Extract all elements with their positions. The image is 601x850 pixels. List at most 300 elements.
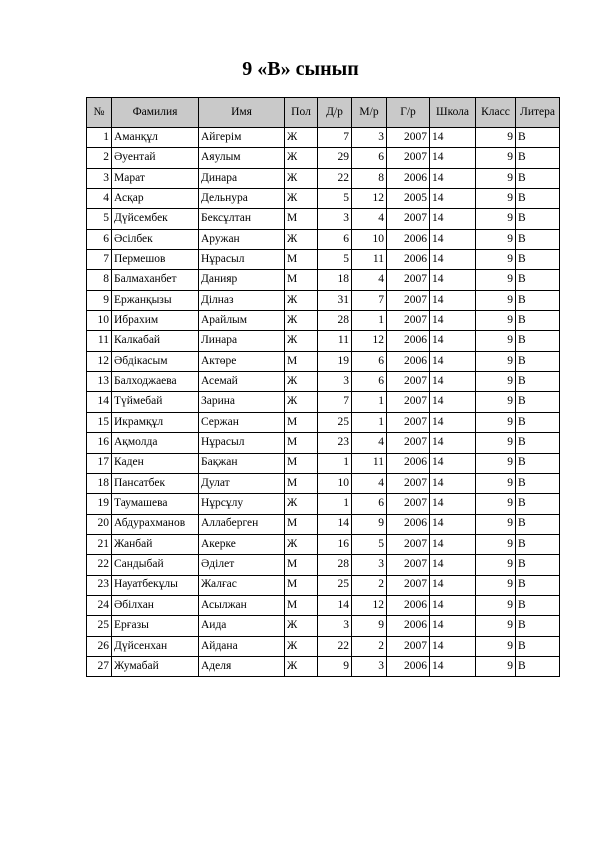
cell-number: 1 (87, 128, 112, 148)
cell-birth-day: 14 (318, 514, 352, 534)
cell-gender: М (285, 250, 318, 270)
cell-gender: Ж (285, 229, 318, 249)
cell-letter: В (516, 494, 560, 514)
cell-number: 17 (87, 453, 112, 473)
table-row (87, 575, 560, 595)
cell-birth-day: 22 (318, 168, 352, 188)
cell-birth-month: 6 (352, 372, 387, 392)
cell-birth-day: 3 (318, 372, 352, 392)
cell-birth-month: 9 (352, 616, 387, 636)
cell-letter: В (516, 473, 560, 493)
cell-gender: Ж (285, 494, 318, 514)
cell-name: Әділет (199, 555, 285, 575)
cell-birth-year: 2007 (387, 473, 430, 493)
cell-number: 15 (87, 412, 112, 432)
cell-birth-year: 2007 (387, 534, 430, 554)
cell-surname: Әуентай (112, 148, 199, 168)
cell-birth-day: 1 (318, 494, 352, 514)
cell-school: 14 (430, 656, 476, 676)
cell-birth-year: 2007 (387, 372, 430, 392)
cell-gender: Ж (285, 331, 318, 351)
cell-birth-day: 16 (318, 534, 352, 554)
cell-school: 14 (430, 209, 476, 229)
table-row (87, 372, 560, 392)
cell-surname: Икрамқұл (112, 412, 199, 432)
cell-school: 14 (430, 148, 476, 168)
table-row (87, 412, 560, 432)
cell-surname: Асқар (112, 189, 199, 209)
cell-birth-year: 2007 (387, 209, 430, 229)
cell-number: 11 (87, 331, 112, 351)
cell-surname: Сандыбай (112, 555, 199, 575)
table-row (87, 534, 560, 554)
cell-school: 14 (430, 555, 476, 575)
cell-gender: М (285, 433, 318, 453)
cell-birth-year: 2006 (387, 351, 430, 371)
table-body (87, 128, 560, 677)
cell-gender: Ж (285, 128, 318, 148)
cell-letter: В (516, 372, 560, 392)
table-row (87, 229, 560, 249)
cell-surname: Әбілхан (112, 595, 199, 615)
cell-birth-day: 7 (318, 128, 352, 148)
cell-birth-month: 6 (352, 351, 387, 371)
cell-class: 9 (476, 290, 516, 310)
cell-birth-day: 1 (318, 453, 352, 473)
cell-name: Аллаберген (199, 514, 285, 534)
cell-surname: Дүйсенхан (112, 636, 199, 656)
cell-birth-year: 2006 (387, 229, 430, 249)
table-row (87, 555, 560, 575)
table-row (87, 311, 560, 331)
cell-number: 8 (87, 270, 112, 290)
cell-birth-month: 10 (352, 229, 387, 249)
cell-birth-day: 3 (318, 616, 352, 636)
cell-letter: В (516, 331, 560, 351)
table-row (87, 148, 560, 168)
cell-school: 14 (430, 290, 476, 310)
header-cell-name: Имя (199, 98, 285, 128)
cell-letter: В (516, 656, 560, 676)
cell-surname: Жумабай (112, 656, 199, 676)
cell-surname: Ибрахим (112, 311, 199, 331)
cell-birth-day: 28 (318, 555, 352, 575)
cell-class: 9 (476, 311, 516, 331)
cell-name: Ділназ (199, 290, 285, 310)
cell-birth-day: 25 (318, 412, 352, 432)
cell-school: 14 (430, 453, 476, 473)
cell-school: 14 (430, 311, 476, 331)
cell-gender: М (285, 555, 318, 575)
cell-birth-month: 3 (352, 656, 387, 676)
cell-letter: В (516, 616, 560, 636)
cell-gender: М (285, 412, 318, 432)
cell-school: 14 (430, 250, 476, 270)
cell-birth-month: 3 (352, 128, 387, 148)
cell-number: 18 (87, 473, 112, 493)
cell-birth-year: 2006 (387, 331, 430, 351)
cell-birth-day: 10 (318, 473, 352, 493)
cell-birth-month: 5 (352, 534, 387, 554)
table-header (87, 98, 560, 128)
header-cell-school: Школа (430, 98, 476, 128)
cell-gender: М (285, 351, 318, 371)
table-row (87, 514, 560, 534)
cell-letter: В (516, 250, 560, 270)
cell-letter: В (516, 412, 560, 432)
cell-letter: В (516, 189, 560, 209)
cell-name: Арайлым (199, 311, 285, 331)
cell-surname: Ержанқызы (112, 290, 199, 310)
cell-number: 16 (87, 433, 112, 453)
header-cell-letter: Литера (516, 98, 560, 128)
cell-birth-month: 11 (352, 453, 387, 473)
cell-number: 26 (87, 636, 112, 656)
cell-number: 20 (87, 514, 112, 534)
cell-surname: Пермешов (112, 250, 199, 270)
cell-surname: Калкабай (112, 331, 199, 351)
cell-letter: В (516, 555, 560, 575)
cell-birth-month: 2 (352, 636, 387, 656)
cell-gender: Ж (285, 189, 318, 209)
cell-gender: Ж (285, 290, 318, 310)
cell-birth-month: 8 (352, 168, 387, 188)
cell-letter: В (516, 534, 560, 554)
table-row (87, 250, 560, 270)
cell-birth-year: 2006 (387, 656, 430, 676)
cell-name: Зарина (199, 392, 285, 412)
cell-surname: Аманқұл (112, 128, 199, 148)
cell-number: 3 (87, 168, 112, 188)
cell-surname: Марат (112, 168, 199, 188)
cell-letter: В (516, 595, 560, 615)
cell-name: Асемай (199, 372, 285, 392)
cell-surname: Науатбекұлы (112, 575, 199, 595)
cell-surname: Абдурахманов (112, 514, 199, 534)
table-row (87, 209, 560, 229)
cell-number: 19 (87, 494, 112, 514)
cell-birth-month: 9 (352, 514, 387, 534)
cell-name: Нұрасыл (199, 250, 285, 270)
cell-birth-month: 4 (352, 473, 387, 493)
cell-number: 10 (87, 311, 112, 331)
cell-surname: Жанбай (112, 534, 199, 554)
cell-class: 9 (476, 148, 516, 168)
cell-birth-day: 5 (318, 189, 352, 209)
cell-number: 5 (87, 209, 112, 229)
cell-school: 14 (430, 351, 476, 371)
cell-birth-day: 22 (318, 636, 352, 656)
cell-school: 14 (430, 372, 476, 392)
table-row (87, 636, 560, 656)
cell-class: 9 (476, 453, 516, 473)
cell-birth-year: 2007 (387, 575, 430, 595)
cell-birth-day: 29 (318, 148, 352, 168)
cell-birth-year: 2006 (387, 168, 430, 188)
cell-gender: М (285, 575, 318, 595)
cell-number: 4 (87, 189, 112, 209)
cell-birth-day: 7 (318, 392, 352, 412)
cell-name: Дельнура (199, 189, 285, 209)
cell-birth-month: 12 (352, 595, 387, 615)
cell-school: 14 (430, 168, 476, 188)
header-cell-number: № (87, 98, 112, 128)
cell-name: Аружан (199, 229, 285, 249)
cell-birth-year: 2007 (387, 290, 430, 310)
cell-number: 22 (87, 555, 112, 575)
cell-birth-day: 6 (318, 229, 352, 249)
cell-class: 9 (476, 270, 516, 290)
cell-gender: Ж (285, 372, 318, 392)
cell-birth-year: 2007 (387, 311, 430, 331)
cell-gender: М (285, 595, 318, 615)
cell-class: 9 (476, 331, 516, 351)
cell-birth-day: 3 (318, 209, 352, 229)
cell-surname: Дүйсембек (112, 209, 199, 229)
cell-class: 9 (476, 128, 516, 148)
cell-class: 9 (476, 209, 516, 229)
cell-birth-year: 2006 (387, 616, 430, 636)
cell-school: 14 (430, 412, 476, 432)
table-row (87, 433, 560, 453)
cell-letter: В (516, 209, 560, 229)
cell-birth-day: 31 (318, 290, 352, 310)
cell-letter: В (516, 575, 560, 595)
table-row (87, 189, 560, 209)
cell-birth-day: 14 (318, 595, 352, 615)
cell-class: 9 (476, 555, 516, 575)
cell-name: Аида (199, 616, 285, 636)
cell-school: 14 (430, 494, 476, 514)
cell-surname: Әбдікасым (112, 351, 199, 371)
cell-letter: В (516, 168, 560, 188)
cell-number: 9 (87, 290, 112, 310)
cell-birth-day: 19 (318, 351, 352, 371)
header-row (87, 98, 560, 128)
cell-class: 9 (476, 473, 516, 493)
cell-birth-year: 2006 (387, 514, 430, 534)
cell-name: Нұрсұлу (199, 494, 285, 514)
table-row (87, 656, 560, 676)
cell-gender: М (285, 270, 318, 290)
cell-birth-day: 23 (318, 433, 352, 453)
cell-class: 9 (476, 168, 516, 188)
cell-school: 14 (430, 331, 476, 351)
cell-name: Асылжан (199, 595, 285, 615)
table-row (87, 290, 560, 310)
cell-name: Динара (199, 168, 285, 188)
cell-gender: Ж (285, 168, 318, 188)
cell-school: 14 (430, 473, 476, 493)
cell-school: 14 (430, 392, 476, 412)
cell-class: 9 (476, 392, 516, 412)
cell-letter: В (516, 311, 560, 331)
cell-name: Айгерім (199, 128, 285, 148)
cell-letter: В (516, 392, 560, 412)
cell-number: 7 (87, 250, 112, 270)
cell-number: 13 (87, 372, 112, 392)
cell-name: Актөре (199, 351, 285, 371)
cell-birth-day: 28 (318, 311, 352, 331)
cell-birth-month: 12 (352, 189, 387, 209)
cell-birth-month: 11 (352, 250, 387, 270)
cell-surname: Балходжаева (112, 372, 199, 392)
cell-birth-month: 4 (352, 270, 387, 290)
cell-letter: В (516, 351, 560, 371)
table-row (87, 168, 560, 188)
header-cell-class: Класс (476, 98, 516, 128)
student-table (86, 97, 560, 677)
cell-birth-day: 18 (318, 270, 352, 290)
cell-school: 14 (430, 575, 476, 595)
cell-letter: В (516, 514, 560, 534)
cell-birth-year: 2007 (387, 555, 430, 575)
cell-class: 9 (476, 595, 516, 615)
cell-surname: Ақмолда (112, 433, 199, 453)
cell-name: Бақжан (199, 453, 285, 473)
cell-class: 9 (476, 412, 516, 432)
cell-surname: Каден (112, 453, 199, 473)
cell-name: Жалғас (199, 575, 285, 595)
cell-gender: Ж (285, 148, 318, 168)
cell-name: Айдана (199, 636, 285, 656)
cell-gender: Ж (285, 656, 318, 676)
cell-gender: Ж (285, 392, 318, 412)
cell-name: Сержан (199, 412, 285, 432)
cell-number: 21 (87, 534, 112, 554)
cell-class: 9 (476, 372, 516, 392)
cell-birth-month: 6 (352, 148, 387, 168)
cell-surname: Әсілбек (112, 229, 199, 249)
cell-gender: Ж (285, 616, 318, 636)
cell-class: 9 (476, 656, 516, 676)
cell-class: 9 (476, 433, 516, 453)
cell-gender: М (285, 473, 318, 493)
cell-birth-year: 2007 (387, 494, 430, 514)
cell-school: 14 (430, 534, 476, 554)
cell-birth-day: 5 (318, 250, 352, 270)
cell-gender: Ж (285, 534, 318, 554)
cell-birth-month: 7 (352, 290, 387, 310)
cell-birth-year: 2007 (387, 412, 430, 432)
cell-birth-year: 2007 (387, 392, 430, 412)
cell-surname: Ерғазы (112, 616, 199, 636)
cell-birth-year: 2006 (387, 250, 430, 270)
cell-name: Аделя (199, 656, 285, 676)
cell-letter: В (516, 229, 560, 249)
cell-birth-year: 2006 (387, 453, 430, 473)
cell-gender: М (285, 209, 318, 229)
cell-class: 9 (476, 351, 516, 371)
cell-name: Линара (199, 331, 285, 351)
cell-birth-month: 3 (352, 555, 387, 575)
cell-number: 23 (87, 575, 112, 595)
header-cell-birth-year: Г/р (387, 98, 430, 128)
cell-birth-month: 2 (352, 575, 387, 595)
cell-class: 9 (476, 229, 516, 249)
table-row (87, 392, 560, 412)
header-cell-gender: Пол (285, 98, 318, 128)
table-row (87, 473, 560, 493)
header-cell-surname: Фамилия (112, 98, 199, 128)
cell-birth-month: 1 (352, 311, 387, 331)
table-row (87, 616, 560, 636)
cell-class: 9 (476, 189, 516, 209)
cell-class: 9 (476, 534, 516, 554)
cell-school: 14 (430, 270, 476, 290)
cell-school: 14 (430, 616, 476, 636)
header-cell-birth-day: Д/р (318, 98, 352, 128)
table-row (87, 494, 560, 514)
cell-name: Бексұлтан (199, 209, 285, 229)
cell-school: 14 (430, 433, 476, 453)
cell-school: 14 (430, 636, 476, 656)
cell-birth-day: 11 (318, 331, 352, 351)
cell-birth-month: 12 (352, 331, 387, 351)
cell-number: 25 (87, 616, 112, 636)
cell-birth-month: 1 (352, 412, 387, 432)
cell-birth-day: 9 (318, 656, 352, 676)
cell-surname: Түймебай (112, 392, 199, 412)
table-row (87, 351, 560, 371)
cell-number: 6 (87, 229, 112, 249)
cell-birth-year: 2006 (387, 595, 430, 615)
page-title: 9 «В» сынып (242, 58, 359, 80)
cell-class: 9 (476, 616, 516, 636)
cell-letter: В (516, 148, 560, 168)
cell-birth-year: 2005 (387, 189, 430, 209)
cell-name: Акерке (199, 534, 285, 554)
cell-birth-month: 4 (352, 209, 387, 229)
cell-birth-year: 2007 (387, 636, 430, 656)
cell-surname: Таумашева (112, 494, 199, 514)
table-row (87, 128, 560, 148)
cell-surname: Балмаханбет (112, 270, 199, 290)
cell-class: 9 (476, 636, 516, 656)
table-row (87, 331, 560, 351)
cell-name: Дулат (199, 473, 285, 493)
cell-letter: В (516, 453, 560, 473)
cell-school: 14 (430, 128, 476, 148)
cell-class: 9 (476, 250, 516, 270)
cell-gender: Ж (285, 636, 318, 656)
cell-birth-month: 6 (352, 494, 387, 514)
cell-letter: В (516, 128, 560, 148)
cell-letter: В (516, 433, 560, 453)
cell-birth-year: 2007 (387, 148, 430, 168)
cell-school: 14 (430, 189, 476, 209)
cell-birth-year: 2007 (387, 128, 430, 148)
cell-birth-year: 2007 (387, 433, 430, 453)
header-cell-birth-month: М/р (352, 98, 387, 128)
cell-class: 9 (476, 494, 516, 514)
cell-number: 12 (87, 351, 112, 371)
cell-number: 27 (87, 656, 112, 676)
cell-class: 9 (476, 575, 516, 595)
table-row (87, 595, 560, 615)
cell-letter: В (516, 290, 560, 310)
cell-school: 14 (430, 595, 476, 615)
cell-birth-month: 1 (352, 392, 387, 412)
cell-name: Нұрасыл (199, 433, 285, 453)
cell-name: Данияр (199, 270, 285, 290)
cell-number: 14 (87, 392, 112, 412)
cell-class: 9 (476, 514, 516, 534)
cell-birth-month: 4 (352, 433, 387, 453)
cell-birth-year: 2007 (387, 270, 430, 290)
cell-name: Аяулым (199, 148, 285, 168)
cell-surname: Пансатбек (112, 473, 199, 493)
